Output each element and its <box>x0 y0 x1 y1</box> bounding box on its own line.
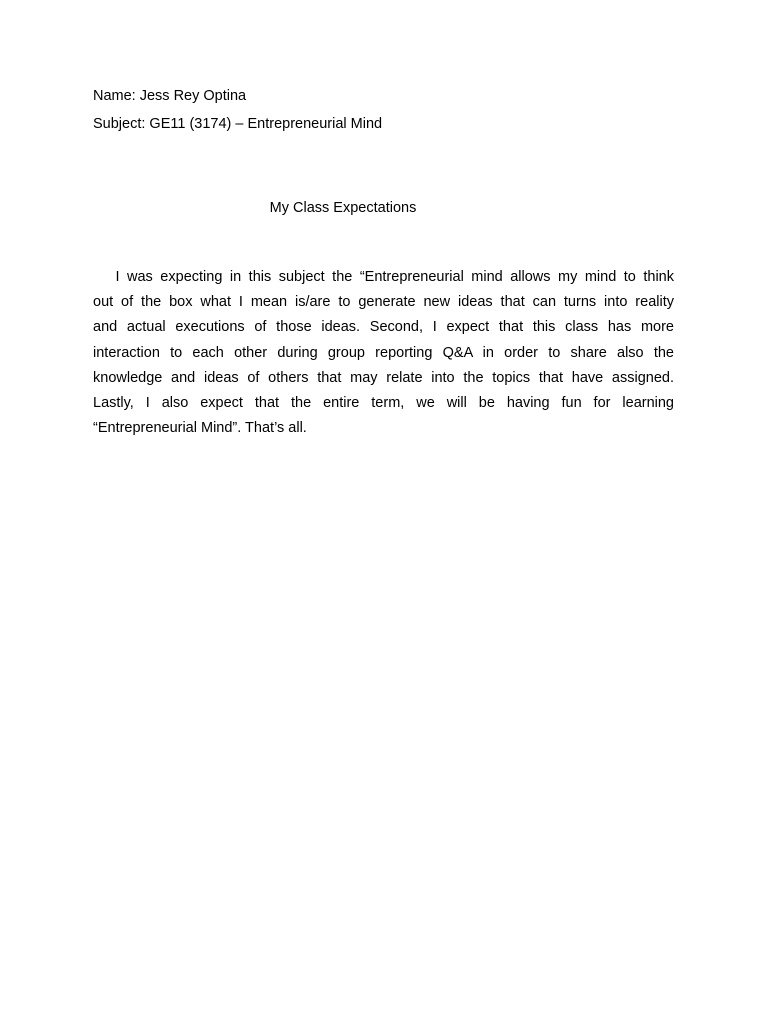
body-line: knowledge and ideas of others that may relate into the topics that have assigned. <box>93 369 674 386</box>
body-line: Lastly, I also expect that the entire term, we will be having fun for learning <box>93 394 674 411</box>
body-line: interaction to each other during group reporting Q&A in order to share also the <box>93 344 674 361</box>
document-title: My Class Expectations <box>269 200 417 216</box>
body-line: I was expecting in this subject the “Entrepreneurial mind allows my mind to think <box>93 269 674 285</box>
body-paragraph <box>93 265 674 441</box>
subject-line: Subject: GE11 (3174) – Entrepreneurial Mind <box>93 116 383 132</box>
body-line: and actual executions of those ideas. Second, I expect that this class has more <box>93 319 674 336</box>
body-line: “Entrepreneurial Mind”. That’s all. <box>93 420 307 437</box>
author-name: Name: Jess Rey Optina <box>93 88 247 104</box>
body-line: out of the box what I mean is/are to generate new ideas that can turns into reality <box>93 294 674 311</box>
